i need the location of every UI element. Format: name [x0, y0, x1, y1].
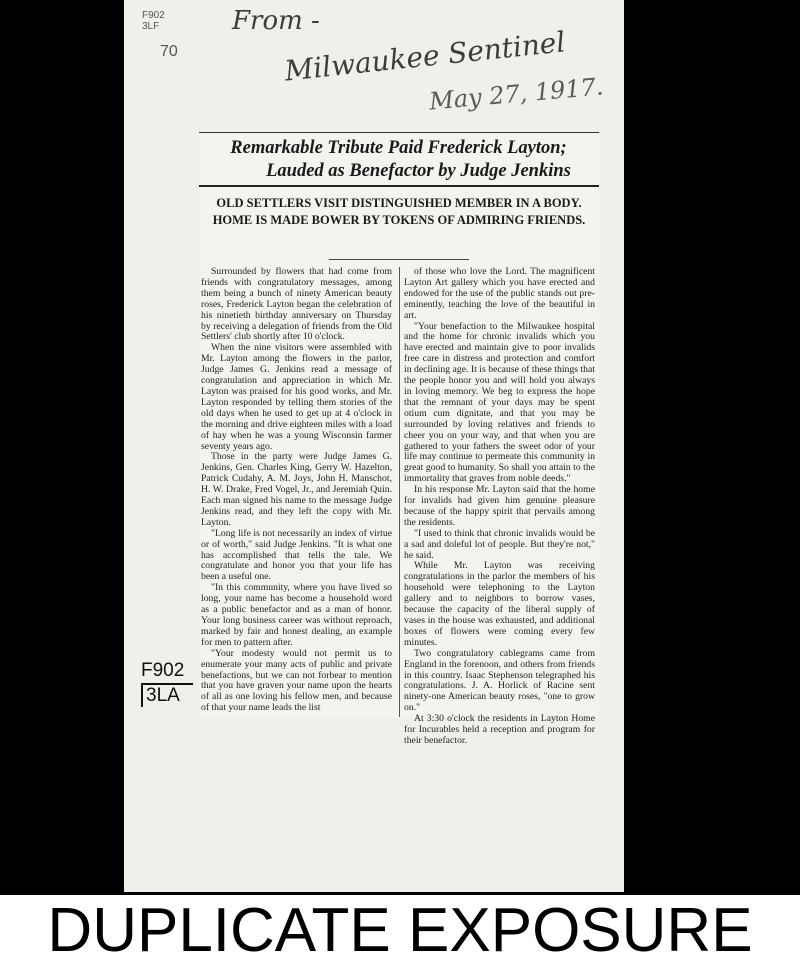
headline — [201, 137, 596, 183]
duplicate-exposure-banner: DUPLICATE EXPOSURE — [0, 895, 800, 966]
stamp-line-2: 3LA — [141, 685, 193, 707]
handwritten-from: From - — [232, 6, 320, 36]
article-paragraph: When the nine visitors were assembled with Mr. Layton among the flowers in the parlor, Judge James G. Jenkins read a message of congratulation and appreciation in which Mr. Layton was praised for his good works, and Mr. Layton responded by telling them stories of the old days when he used to get up at 4 o'clock in the morning and drive eighteen miles with a load of hay when he was a young Wisconsin farmer seventy years ago. — [201, 342, 392, 452]
pencil-catalog-code: F902 3LF — [142, 10, 165, 32]
handwritten-source: Milwaukee Sentinel — [283, 25, 567, 88]
article-column-left — [201, 267, 392, 714]
catalog-stamp — [141, 660, 193, 707]
newspaper-clipping — [199, 132, 599, 746]
subheadline-rule — [329, 259, 469, 260]
pencil-page-number: 70 — [160, 43, 178, 60]
article-paragraph: At 3:30 o'clock the residents in Layton Home for Incurables held a reception and program for their benefactor. — [404, 713, 595, 746]
article-paragraph: In his response Mr. Layton said that the home for invalids had given him genuine pleasure because of the happy spirit that pervails among the residents. — [404, 484, 595, 528]
subheadline: OLD SETTLERS VISIT DISTINGUISHED MEMBER IN A BODY. HOME IS MADE BOWER BY TOKENS OF ADMIRING FRIENDS. — [212, 196, 586, 227]
article-paragraph: "Long life is not necessarily an index of virtue or of worth," said Judge Jenkins. "It is what one has accomplished that tells the tale. We congratulate and honor you that your life has been a useful one. — [201, 527, 392, 583]
article-paragraph: of those who love the Lord. The magnificent Layton Art gallery which you have erected and endowed for the use of the public stands out pre-eminently, teaching the love of the beautiful in art. — [404, 266, 595, 321]
article-paragraph: "Your benefaction to the Milwaukee hospital and the home for chronic invalids which you have erected and maintain give to poor invalids free care in distress and protection and comfort in declining age. It is because of these things that the people honor you and will hold you always in loving memory. We beg to express the hope that the remnant of your days may be spent otium cum dignitate, and that you may be surrounded by loving relatives and friends to cheer you on your way, and that when you are gathered to your fathers the sweet odor of your life may continue to permeate this community in great good to humanity. So shall you attain to the immortality that graves from noble deeds." — [404, 320, 595, 485]
headline-line-1: Remarkable Tribute Paid Frederick Layton; — [230, 138, 567, 158]
article-paragraph: While Mr. Layton was receiving congratulations in the parlor the members of his household were telephoning to the Layton gallery and to neighbors to borrow vases, because the capacity of the liberal supply of vases in the house was exhausted, and additional boxes of flowers were coming every few minutes. — [404, 560, 595, 648]
article-paragraph: "Your modesty would not permit us to enumerate your many acts of public and private benefactions, but we can not forbear to mention that you have graven your name upon the hearts of all as one loving his fellow men, and because of that your name leads the list — [201, 647, 392, 714]
article-paragraph: Two congratulatory cablegrams came from England in the forenoon, and others from friends in this country. Isaac Stephenson telegraphed his congratulations. J. A. Horlick of Racine sent ninety-one American beauty roses, "one to grow on." — [404, 647, 595, 714]
column-divider — [399, 267, 400, 717]
article-paragraph: "I used to think that chronic invalids would be a sad and doleful lot of people. But they're not," he said. — [404, 527, 595, 561]
article-column-right — [404, 267, 595, 747]
clipping-page — [124, 0, 624, 892]
headline-rule — [199, 185, 599, 187]
article-paragraph: Surrounded by flowers that had come from friends with congratulatory messages, among them being a bunch of ninety American beauty roses, Frederick Layton began the celebration of his ninetieth birthday anniversary on Thursday by receiving a delegation of friends from the Old Settlers' club shortly after 10 o'clock. — [201, 266, 392, 343]
stamp-line-1: F902 — [141, 660, 193, 685]
article-paragraph: "In this community, where you have lived so long, your name has become a household word as a public benefactor and as a man of honor. Your long business career was without reproach, marked by fair and honest dealing, an example for men to pattern after. — [201, 582, 392, 648]
handwritten-date: May 27, 1917. — [428, 72, 605, 116]
article-paragraph: Those in the party were Judge James G. Jenkins, Gen. Charles King, Gerry W. Hazelton, Patrick Cudahy, A. M. Joys, John H. Manschot, H. W. Drake, Fred Vogel, Jr., and Jeremiah Quin. Each man signed his name to the message Judge Jenkins read, and they left the copy with Mr. Layton. — [201, 451, 392, 528]
headline-line-2: Lauded as Benefactor by Judge Jenkins — [266, 161, 571, 181]
